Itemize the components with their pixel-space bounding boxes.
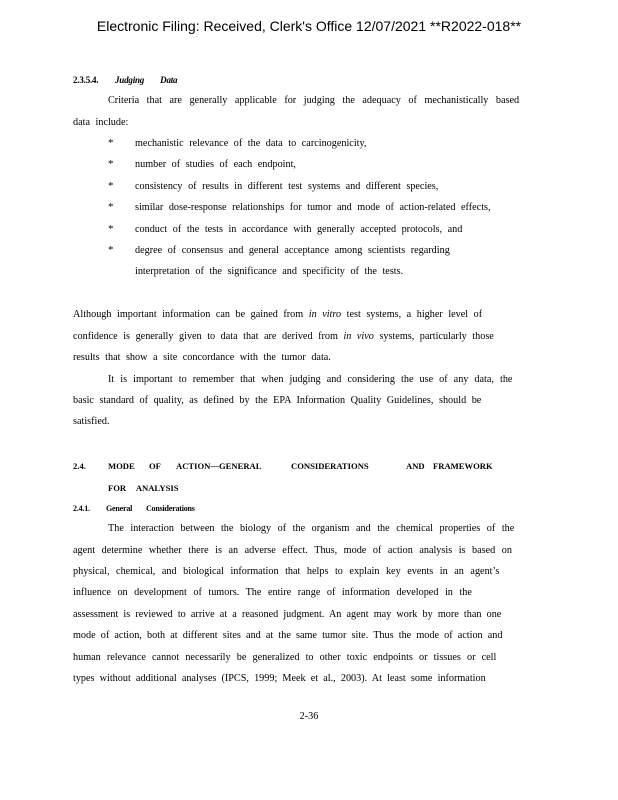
bullet-icon: *	[108, 201, 114, 213]
paragraph-line: The interaction between the biology of the organism and the chemical properties of the	[108, 523, 515, 534]
paragraph-line: confidence is generally given to data that are derived from in vivo systems, particularly those	[73, 331, 494, 342]
section-number-24: 2.4.	[73, 461, 86, 471]
paragraph-line: data include:	[73, 117, 129, 128]
paragraph-line: satisfied.	[73, 416, 110, 427]
bullet-icon: *	[108, 223, 114, 235]
paragraph-line: results that show a site concordance with the tumor data.	[73, 352, 331, 363]
heading-word: ACTION—GENERAL	[176, 461, 262, 471]
section-number-2354: 2.3.5.4.	[73, 75, 99, 85]
paragraph-line: Although important information can be gained from in vitro test systems, a higher level of	[73, 309, 483, 320]
filing-header: Electronic Filing: Received, Clerk's Office 12/07/2021 **R2022-018**	[96, 18, 522, 34]
heading-word: OF	[149, 461, 161, 471]
section-title-general-considerations: General Considerations	[106, 504, 195, 513]
list-item: similar dose-response relationships for tumor and mode of action-related effects,	[135, 202, 491, 213]
list-item: consistency of results in different test systems and different species,	[135, 181, 439, 192]
bullet-icon: *	[108, 180, 114, 192]
paragraph-line: It is important to remember that when judging and considering the use of any data, the	[108, 374, 513, 385]
paragraph-line: assessment is reviewed to arrive at a reasoned judgment. An agent may work by more than one	[73, 609, 502, 620]
paragraph-line: types without additional analyses (IPCS, 1999; Meek et al., 2003). At least some information	[73, 673, 486, 684]
heading-word: FRAMEWORK	[433, 461, 493, 471]
list-item: conduct of the tests in accordance with generally accepted protocols, and	[135, 224, 463, 235]
bullet-icon: *	[108, 158, 114, 170]
paragraph-line: influence on development of tumors. The entire range of information developed in the	[73, 587, 472, 598]
page-number: 2-36	[299, 711, 319, 722]
section-number-241: 2.4.1.	[73, 504, 90, 513]
paragraph-line: physical, chemical, and biological information that helps to explain key events in an agent’s	[73, 566, 500, 577]
list-item-continuation: interpretation of the significance and specificity of the tests.	[135, 266, 404, 277]
heading-line-2: FOR ANALYSIS	[108, 483, 179, 493]
paragraph-line: mode of action, both at different sites and at the same tumor site. Thus the mode of action and	[73, 630, 503, 641]
list-item: degree of consensus and general acceptance among scientists regarding	[135, 245, 450, 256]
bullet-icon: *	[108, 137, 114, 149]
section-title-judging-data: Judging Data	[115, 75, 178, 85]
paragraph-line: agent determine whether there is an adverse effect. Thus, mode of action analysis is based on	[73, 545, 512, 556]
bullet-icon: *	[108, 244, 114, 256]
list-item: mechanistic relevance of the data to carcinogenicity,	[135, 138, 367, 149]
paragraph-line: Criteria that are generally applicable for judging the adequacy of mechanistically based	[108, 95, 520, 106]
heading-word: CONSIDERATIONS	[291, 461, 369, 471]
heading-word: MODE	[108, 461, 135, 471]
heading-word: AND	[406, 461, 425, 471]
paragraph-line: basic standard of quality, as defined by the EPA Information Quality Guidelines, should be	[73, 395, 482, 406]
paragraph-line: human relevance cannot necessarily be generalized to other toxic endpoints or tissues or cell	[73, 652, 497, 663]
list-item: number of studies of each endpoint,	[135, 159, 296, 170]
